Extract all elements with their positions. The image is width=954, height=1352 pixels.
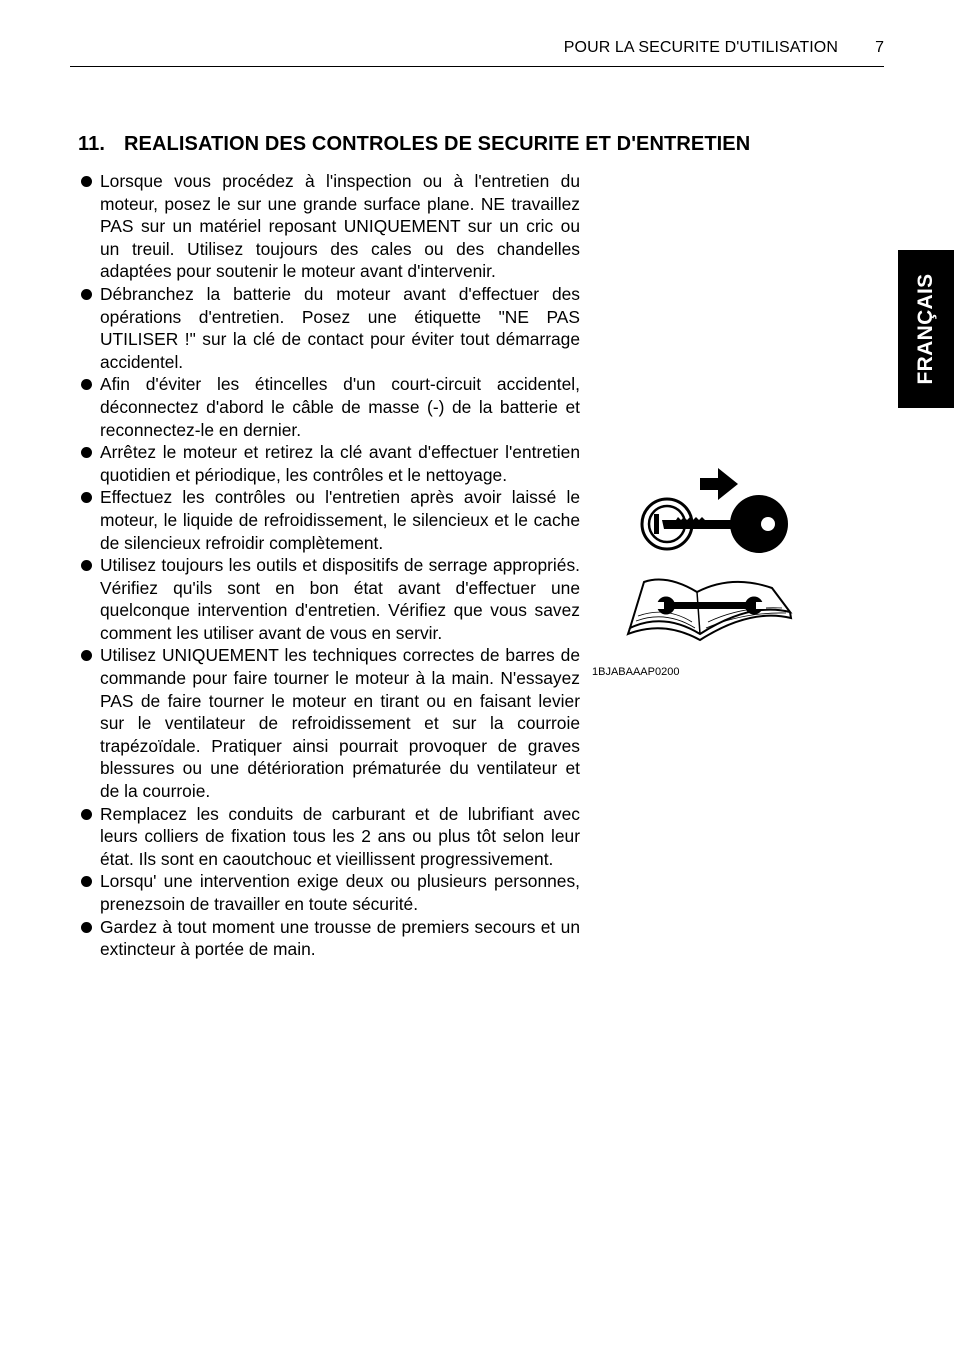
arrow-right-icon — [700, 468, 738, 500]
list-item — [78, 916, 580, 961]
list-item-text: Lorsque vous procédez à l'inspection ou à l'entretien du moteur, posez le sur une grande surface plane. NE travaillez PAS sur un matériel reposant UNIQUEMENT sur un cric ou un treuil. Utilisez toujours des cales ou des chandelles adaptées pour soutenir le moteur avant d'intervenir. — [100, 171, 580, 282]
safety-list — [78, 170, 580, 961]
list-item — [78, 803, 580, 871]
bullet-icon — [81, 809, 92, 820]
list-item — [78, 644, 580, 802]
header-title: POUR LA SECURITE D'UTILISATION — [563, 39, 838, 56]
list-item-text: Remplacez les conduits de carburant et de lubrifiant avec leurs colliers de fixation tous les 2 ans ou plus tôt selon leur état. Ils sont en caoutchouc et vieillissent progressivement. — [100, 803, 580, 869]
language-tab — [898, 250, 954, 408]
list-item — [78, 283, 580, 373]
bullet-icon — [81, 289, 92, 300]
bullet-icon — [81, 650, 92, 661]
bullet-icon — [81, 922, 92, 933]
bullet-icon — [81, 492, 92, 503]
page-number: 7 — [875, 39, 884, 56]
list-item — [78, 373, 580, 441]
list-item — [78, 486, 580, 554]
safety-illustration — [592, 462, 802, 682]
ignition-key-icon — [642, 495, 788, 553]
list-item — [78, 170, 580, 283]
list-item — [78, 441, 580, 486]
list-item-text: Afin d'éviter les étincelles d'un court-circuit accidentel, déconnectez d'abord le câble de masse (-) de la batterie et reconnectez-le en dernier. — [100, 374, 580, 440]
figure-code: 1BJABAAAP0200 — [592, 666, 680, 678]
list-item — [78, 554, 580, 644]
section-number: 11. — [78, 133, 105, 155]
page-header — [70, 38, 884, 67]
list-item-text: Débranchez la batterie du moteur avant d'effectuer des opérations d'entretien. Posez une étiquette "NE PAS UTILISER !" sur la clé de contact pour éviter tout démarrage accidentel. — [100, 283, 580, 372]
list-item-text: Utilisez toujours les outils et dispositifs de serrage appropriés. Vérifiez qu'ils sont en bon état avant d'effectuer une quelconque intervention d'entretien. Vérifiez que vous savez comment les utiliser avant de vous en servir. — [100, 555, 580, 643]
list-item-text: Lorsqu' une intervention exige deux ou plusieurs personnes, prenezsoin de travailler en toute sécurité. — [100, 871, 580, 914]
bullet-icon — [81, 560, 92, 571]
manual-book-icon — [628, 580, 791, 640]
section-heading — [78, 133, 878, 156]
list-item-text: Effectuez les contrôles ou l'entretien après avoir laissé le moteur, le liquide de refroidissement, le silencieux et le cache de silencieux refroidir complètement. — [100, 487, 580, 553]
section-title: REALISATION DES CONTROLES DE SECURITE ET D'ENTRETIEN — [124, 133, 751, 155]
list-item-text: Arrêtez le moteur et retirez la clé avant d'effectuer l'entretien quotidien et périodique, les contrôles et le nettoyage. — [100, 442, 580, 485]
list-item-text: Gardez à tout moment une trousse de premiers secours et un extincteur à portée de main. — [100, 916, 580, 960]
language-tab-label: FRANÇAIS — [914, 273, 937, 385]
bullet-icon — [81, 176, 92, 187]
bullet-icon — [81, 876, 92, 887]
list-item — [78, 870, 580, 915]
bullet-icon — [81, 379, 92, 390]
list-item-text: Utilisez UNIQUEMENT les techniques correctes de barres de commande pour faire tourner le moteur à la main. N'essayez PAS de faire tourner le moteur en tirant ou en faisant levier sur le ventilateur de refroidissement et sur la courroie trapézoïdale. Pratiquer ainsi pourrait provoquer de graves blessures ou une détérioration prématurée du ventilateur et de la courroie. — [100, 645, 580, 802]
bullet-icon — [81, 447, 92, 458]
